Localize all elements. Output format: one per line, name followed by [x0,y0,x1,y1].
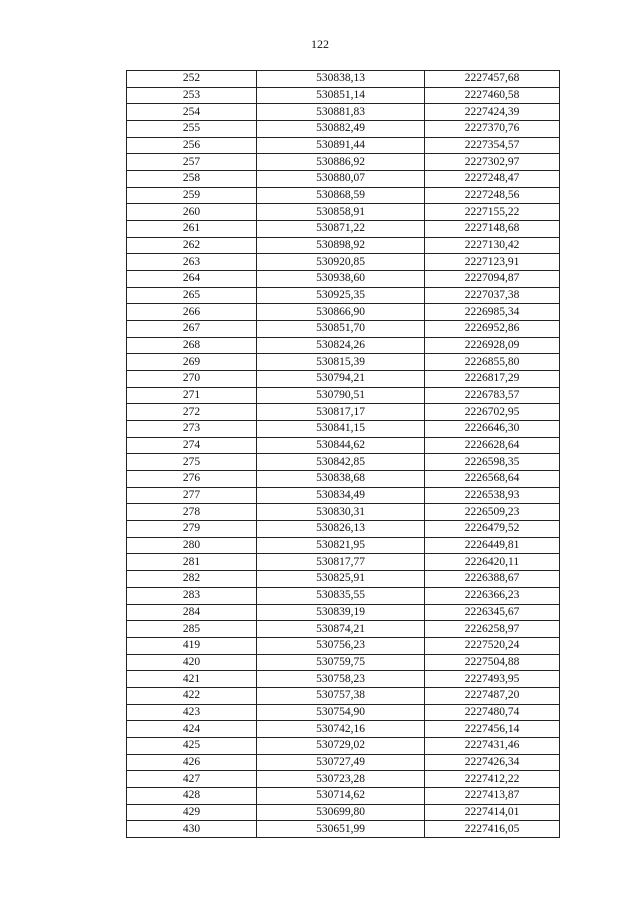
y-coordinate-cell: 2226952,86 [425,321,560,338]
y-coordinate-cell: 2227426,34 [425,754,560,771]
x-coordinate-cell: 530925,35 [257,287,425,304]
x-coordinate-cell: 530651,99 [257,821,425,838]
x-coordinate-cell: 530824,26 [257,337,425,354]
table-row [127,421,560,438]
x-coordinate-cell: 530758,23 [257,671,425,688]
x-coordinate-cell: 530830,31 [257,504,425,521]
point-number-cell: 279 [127,521,257,538]
y-coordinate-cell: 2227148,68 [425,221,560,238]
x-coordinate-cell: 530759,75 [257,654,425,671]
table-row [127,621,560,638]
point-number-cell: 270 [127,371,257,388]
point-number-cell: 269 [127,354,257,371]
point-number-cell: 254 [127,104,257,121]
y-coordinate-cell: 2227302,97 [425,154,560,171]
y-coordinate-cell: 2226345,67 [425,604,560,621]
y-coordinate-cell: 2227520,24 [425,637,560,654]
table-row [127,104,560,121]
table-row [127,271,560,288]
point-number-cell: 428 [127,787,257,804]
x-coordinate-cell: 530866,90 [257,304,425,321]
table-row [127,554,560,571]
point-number-cell: 280 [127,537,257,554]
table-row [127,737,560,754]
y-coordinate-cell: 2226646,30 [425,421,560,438]
point-number-cell: 266 [127,304,257,321]
table-row [127,404,560,421]
y-coordinate-cell: 2227130,42 [425,237,560,254]
point-number-cell: 284 [127,604,257,621]
table-row [127,221,560,238]
point-number-cell: 258 [127,171,257,188]
y-coordinate-cell: 2227493,95 [425,671,560,688]
table-row [127,437,560,454]
y-coordinate-cell: 2226479,52 [425,521,560,538]
point-number-cell: 275 [127,454,257,471]
coordinates-table [126,70,560,838]
y-coordinate-cell: 2226449,81 [425,537,560,554]
table-row [127,654,560,671]
y-coordinate-cell: 2227155,22 [425,204,560,221]
point-number-cell: 273 [127,421,257,438]
table-row [127,487,560,504]
point-number-cell: 252 [127,71,257,88]
point-number-cell: 282 [127,571,257,588]
x-coordinate-cell: 530790,51 [257,387,425,404]
y-coordinate-cell: 2226855,80 [425,354,560,371]
y-coordinate-cell: 2226598,35 [425,454,560,471]
table-row [127,804,560,821]
table-row [127,537,560,554]
x-coordinate-cell: 530868,59 [257,187,425,204]
x-coordinate-cell: 530839,19 [257,604,425,621]
y-coordinate-cell: 2226366,23 [425,587,560,604]
table-row [127,371,560,388]
point-number-cell: 283 [127,587,257,604]
y-coordinate-cell: 2226568,64 [425,471,560,488]
point-number-cell: 271 [127,387,257,404]
point-number-cell: 424 [127,721,257,738]
table-row [127,687,560,704]
point-number-cell: 430 [127,821,257,838]
point-number-cell: 253 [127,87,257,104]
table-row [127,587,560,604]
y-coordinate-cell: 2227504,88 [425,654,560,671]
x-coordinate-cell: 530714,62 [257,787,425,804]
point-number-cell: 264 [127,271,257,288]
y-coordinate-cell: 2227456,14 [425,721,560,738]
y-coordinate-cell: 2227412,22 [425,771,560,788]
y-coordinate-cell: 2227431,46 [425,737,560,754]
x-coordinate-cell: 530817,77 [257,554,425,571]
point-number-cell: 255 [127,121,257,138]
x-coordinate-cell: 530920,85 [257,254,425,271]
y-coordinate-cell: 2226388,67 [425,571,560,588]
point-number-cell: 260 [127,204,257,221]
point-number-cell: 427 [127,771,257,788]
table-row [127,304,560,321]
point-number-cell: 276 [127,471,257,488]
x-coordinate-cell: 530835,55 [257,587,425,604]
point-number-cell: 272 [127,404,257,421]
x-coordinate-cell: 530757,38 [257,687,425,704]
y-coordinate-cell: 2226538,93 [425,487,560,504]
table-row [127,521,560,538]
y-coordinate-cell: 2227460,58 [425,87,560,104]
table-row [127,187,560,204]
x-coordinate-cell: 530938,60 [257,271,425,288]
point-number-cell: 423 [127,704,257,721]
x-coordinate-cell: 530825,91 [257,571,425,588]
y-coordinate-cell: 2226928,09 [425,337,560,354]
y-coordinate-cell: 2227487,20 [425,687,560,704]
x-coordinate-cell: 530817,17 [257,404,425,421]
x-coordinate-cell: 530880,07 [257,171,425,188]
y-coordinate-cell: 2226817,29 [425,371,560,388]
table-row [127,504,560,521]
table-row [127,354,560,371]
y-coordinate-cell: 2226628,64 [425,437,560,454]
x-coordinate-cell: 530871,22 [257,221,425,238]
point-number-cell: 257 [127,154,257,171]
table-row [127,337,560,354]
y-coordinate-cell: 2226258,97 [425,621,560,638]
table-row [127,287,560,304]
page-number: 122 [311,37,329,51]
x-coordinate-cell: 530699,80 [257,804,425,821]
x-coordinate-cell: 530826,13 [257,521,425,538]
point-number-cell: 425 [127,737,257,754]
table-row [127,704,560,721]
x-coordinate-cell: 530841,15 [257,421,425,438]
x-coordinate-cell: 530851,70 [257,321,425,338]
point-number-cell: 274 [127,437,257,454]
point-number-cell: 261 [127,221,257,238]
y-coordinate-cell: 2226985,34 [425,304,560,321]
point-number-cell: 285 [127,621,257,638]
y-coordinate-cell: 2227123,91 [425,254,560,271]
point-number-cell: 267 [127,321,257,338]
table-row [127,137,560,154]
table-row [127,71,560,88]
x-coordinate-cell: 530842,85 [257,454,425,471]
x-coordinate-cell: 530838,13 [257,71,425,88]
table-row [127,721,560,738]
point-number-cell: 421 [127,671,257,688]
y-coordinate-cell: 2226509,23 [425,504,560,521]
x-coordinate-cell: 530756,23 [257,637,425,654]
point-number-cell: 419 [127,637,257,654]
table-row [127,571,560,588]
y-coordinate-cell: 2227248,47 [425,171,560,188]
point-number-cell: 265 [127,287,257,304]
table-row [127,637,560,654]
table-row [127,154,560,171]
table-row [127,237,560,254]
point-number-cell: 426 [127,754,257,771]
x-coordinate-cell: 530886,92 [257,154,425,171]
point-number-cell: 420 [127,654,257,671]
coordinates-table-body [127,71,560,838]
y-coordinate-cell: 2227416,05 [425,821,560,838]
point-number-cell: 263 [127,254,257,271]
table-row [127,454,560,471]
point-number-cell: 277 [127,487,257,504]
x-coordinate-cell: 530794,21 [257,371,425,388]
y-coordinate-cell: 2227037,38 [425,287,560,304]
table-row [127,821,560,838]
point-number-cell: 259 [127,187,257,204]
y-coordinate-cell: 2227370,76 [425,121,560,138]
x-coordinate-cell: 530754,90 [257,704,425,721]
y-coordinate-cell: 2227414,01 [425,804,560,821]
table-row [127,471,560,488]
point-number-cell: 429 [127,804,257,821]
table-row [127,671,560,688]
y-coordinate-cell: 2227354,57 [425,137,560,154]
x-coordinate-cell: 530727,49 [257,754,425,771]
x-coordinate-cell: 530834,49 [257,487,425,504]
table-row [127,321,560,338]
y-coordinate-cell: 2227424,39 [425,104,560,121]
x-coordinate-cell: 530882,49 [257,121,425,138]
y-coordinate-cell: 2227480,74 [425,704,560,721]
table-row [127,121,560,138]
x-coordinate-cell: 530844,62 [257,437,425,454]
x-coordinate-cell: 530851,14 [257,87,425,104]
table-row [127,254,560,271]
table-row [127,204,560,221]
table-row [127,387,560,404]
table-row [127,171,560,188]
x-coordinate-cell: 530838,68 [257,471,425,488]
point-number-cell: 422 [127,687,257,704]
table-row [127,87,560,104]
y-coordinate-cell: 2226783,57 [425,387,560,404]
point-number-cell: 256 [127,137,257,154]
table-row [127,771,560,788]
y-coordinate-cell: 2226420,11 [425,554,560,571]
table-row [127,604,560,621]
table-row [127,754,560,771]
y-coordinate-cell: 2226702,95 [425,404,560,421]
x-coordinate-cell: 530898,92 [257,237,425,254]
x-coordinate-cell: 530891,44 [257,137,425,154]
point-number-cell: 262 [127,237,257,254]
y-coordinate-cell: 2227457,68 [425,71,560,88]
x-coordinate-cell: 530742,16 [257,721,425,738]
table-row [127,787,560,804]
y-coordinate-cell: 2227413,87 [425,787,560,804]
x-coordinate-cell: 530821,95 [257,537,425,554]
x-coordinate-cell: 530723,28 [257,771,425,788]
point-number-cell: 281 [127,554,257,571]
point-number-cell: 268 [127,337,257,354]
x-coordinate-cell: 530815,39 [257,354,425,371]
x-coordinate-cell: 530874,21 [257,621,425,638]
y-coordinate-cell: 2227094,87 [425,271,560,288]
y-coordinate-cell: 2227248,56 [425,187,560,204]
x-coordinate-cell: 530858,91 [257,204,425,221]
x-coordinate-cell: 530881,83 [257,104,425,121]
x-coordinate-cell: 530729,02 [257,737,425,754]
point-number-cell: 278 [127,504,257,521]
